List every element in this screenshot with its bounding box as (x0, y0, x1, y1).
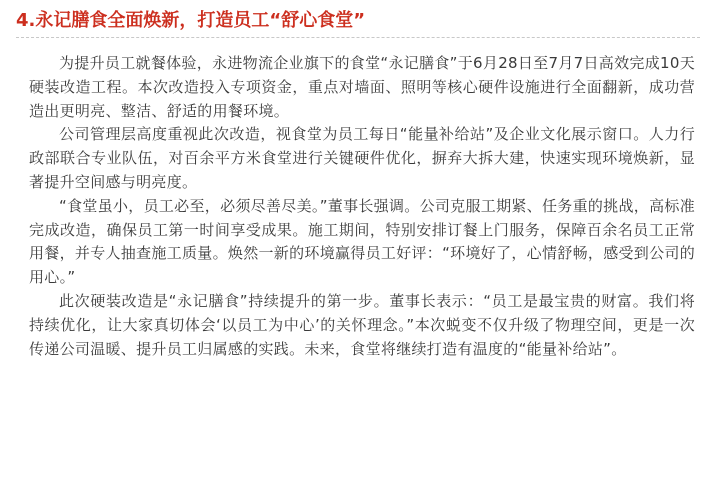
paragraph-outlook: 此次硬装改造是“永记膳食”持续提升的第一步。董事长表示：“员工是最宝贵的财富。我们将持续优化，让大家真切体会‘以员工为中心’的关怀理念。”本次蜕变不仅升级了物理空间，更是一次传递公司温暖、提升员工归属感的实践。未来，食堂将继续打造有温度的“能量补给站”。 (29, 291, 695, 358)
article-body (29, 52, 695, 361)
paragraph-intro: 为提升员工就餐体验，永进物流企业旗下的食堂“永记膳食”于6月28日至7月7日高效完成10天硬装改造工程。本次改造投入专项资金，重点对墙面、照明等核心硬件设施进行全面翻新，成功营造出更明亮、整洁、舒适的用餐环境。 (29, 54, 695, 120)
article-heading: 4.永记膳食全面焕新，打造员工“舒心食堂” (16, 10, 366, 31)
paragraph-chairman-quote: “食堂虽小，员工必至，必须尽善尽美。”董事长强调。公司克服工期紧、任务重的挑战，高标准完成改造，确保员工第一时间享受成果。施工期间，特别安排订餐上门服务，保障百余名员工正常用餐，并专人抽查施工质量。焕然一新的环境赢得员工好评：“环境好了，心情舒畅，感受到公司的用心。” (29, 196, 695, 287)
heading-divider (16, 37, 700, 38)
paragraph-management: 公司管理层高度重视此次改造，视食堂为员工每日“能量补给站”及企业文化展示窗口。人力行政部联合专业队伍，对百余平方米食堂进行关键硬件优化，摒弃大拆大建，快速实现环境焕新，显著提升空间感与明亮度。 (29, 125, 695, 191)
